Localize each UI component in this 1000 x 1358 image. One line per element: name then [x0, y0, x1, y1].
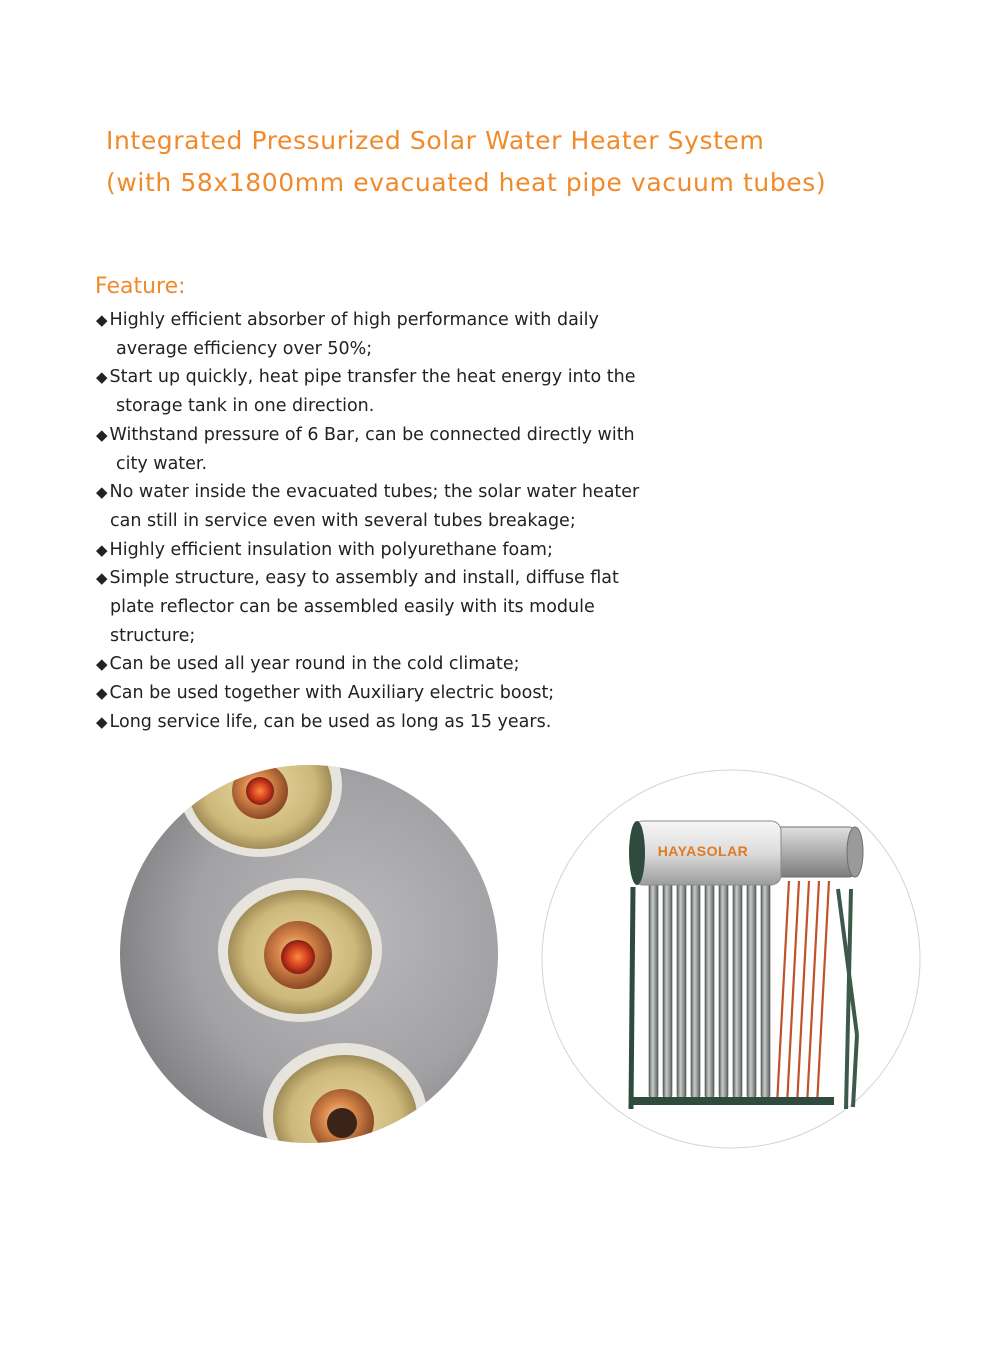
feature-heading: Feature:	[95, 274, 186, 299]
diamond-bullet-icon: ◆	[96, 684, 108, 703]
feature-item	[96, 421, 716, 478]
feature-text: Highly efficient absorber of high performance with daily	[109, 310, 599, 330]
feature-item	[96, 708, 716, 737]
feature-text: Highly efficient insulation with polyurethane foam;	[109, 539, 553, 560]
feature-item	[96, 564, 716, 650]
feature-text: Can be used all year round in the cold climate;	[109, 654, 520, 675]
vacuum-tube	[719, 879, 728, 1099]
vacuum-tube	[691, 879, 700, 1099]
diamond-bullet-icon: ◆	[96, 655, 108, 674]
feature-text: No water inside the evacuated tubes; the solar water heater	[109, 482, 640, 503]
feature-item	[96, 679, 716, 708]
diamond-bullet-icon: ◆	[96, 712, 108, 731]
feature-text: Can be used together with Auxiliary electric boost;	[109, 683, 555, 704]
vacuum-tube	[677, 879, 686, 1099]
header-closeup-photo	[120, 765, 498, 1143]
diamond-bullet-icon: ◆	[96, 368, 108, 387]
brand-logo: HAYASOLAR	[657, 843, 749, 859]
feature-text: Withstand pressure of 6 Bar, can be connected directly with	[109, 424, 635, 445]
feature-item	[96, 650, 716, 679]
feature-text: storage tank in one direction.	[116, 396, 375, 417]
diamond-bullet-icon: ◆	[96, 569, 108, 588]
feature-item	[96, 536, 716, 565]
title-line-2: (with 58x1800mm evacuated heat pipe vacuum tubes)	[106, 168, 827, 197]
feature-text: Simple structure, easy to assembly and install, diffuse flat	[109, 568, 619, 589]
feature-text: plate reflector can be assembled easily with its module	[110, 597, 595, 618]
diamond-bullet-icon: ◆	[96, 483, 108, 502]
feature-list	[96, 306, 716, 737]
diamond-bullet-icon: ◆	[96, 311, 108, 329]
vacuum-tube	[649, 879, 658, 1099]
vacuum-tubes	[649, 879, 770, 1099]
feature-text: average efficiency over 50%;	[116, 338, 373, 359]
vacuum-tube	[705, 879, 714, 1099]
vacuum-tube	[663, 879, 672, 1099]
feature-text: can still in service even with several tubes breakage;	[110, 510, 576, 531]
solar-water-heater-illustration	[541, 769, 921, 1149]
vacuum-tube	[733, 879, 742, 1099]
feature-item	[96, 478, 716, 535]
page-title	[106, 120, 926, 204]
title-line-1: Integrated Pressurized Solar Water Heater System	[106, 126, 765, 155]
feature-text: Start up quickly, heat pipe transfer the heat energy into the	[109, 367, 636, 388]
diamond-bullet-icon: ◆	[96, 540, 108, 559]
feature-item	[96, 306, 716, 363]
feature-item	[96, 363, 716, 420]
feature-text: city water.	[116, 453, 208, 474]
feature-text: structure;	[110, 625, 196, 646]
diamond-bullet-icon: ◆	[96, 425, 108, 444]
feature-text: Long service life, can be used as long as 15 years.	[109, 711, 552, 732]
vacuum-tube	[761, 879, 770, 1099]
vacuum-tube	[747, 879, 756, 1099]
